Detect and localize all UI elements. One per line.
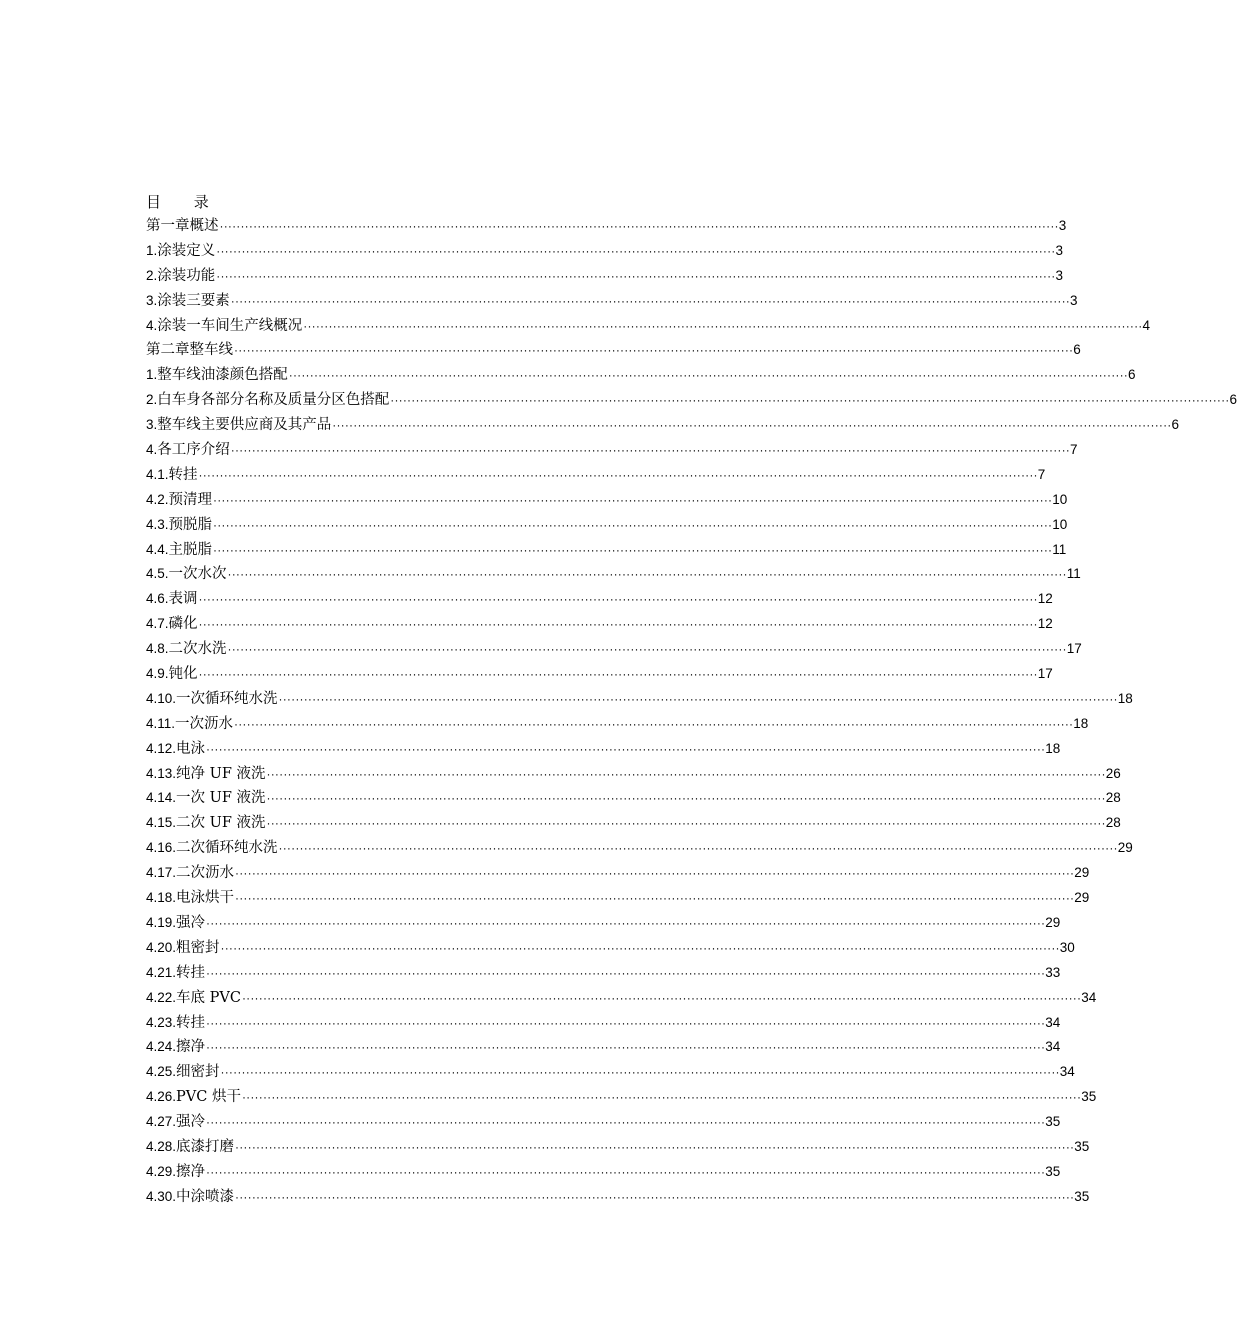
toc-entry-page: 34 [1045,1039,1061,1055]
toc-entry-number: 4.28. [146,1138,177,1154]
toc-entry-title: 转挂 [168,466,198,483]
toc-leader-dots: ········································································································································································································ [288,368,1128,383]
toc-entry-page: 6 [1171,417,1179,433]
toc-entry-page: 35 [1081,1089,1097,1105]
toc-entry-title: 中涂喷漆 [176,1188,235,1205]
toc-entry-number: 4.27. [146,1114,177,1130]
toc-entry-page: 17 [1037,666,1053,682]
toc-entry-title: 涂装三要素 [157,292,230,309]
toc-entry-title: 各工序介绍 [157,442,230,459]
toc-leader-dots: ········································································································································································································ [213,492,1053,507]
toc-leader-dots: ········································································································································································································ [206,1040,1046,1055]
toc-entry-number: 1. [146,242,158,258]
toc-entry-title: 擦净 [176,1039,206,1056]
toc-entry-page: 29 [1045,914,1061,930]
toc-entry-page: 17 [1066,641,1082,657]
toc-entry-page: 29 [1074,890,1090,906]
toc-entry-title: 整车线主要供应商及其产品 [157,417,332,434]
toc-entry-page: 10 [1052,516,1068,532]
toc-entry-number: 4. [146,442,158,458]
toc-entry-number: 4.8. [146,641,169,657]
toc-entry-number: 第一章 [146,218,190,234]
toc-entry[interactable] [146,1085,1097,1110]
toc-entry-page: 6 [1229,392,1237,408]
toc-entry[interactable] [146,1185,1090,1210]
toc-entry-page: 30 [1059,939,1075,955]
toc-entry[interactable] [146,836,1133,861]
toc-entry-number: 4.25. [146,1064,177,1080]
toc-leader-dots: ········································································································································································································ [198,592,1038,607]
toc-entry-title: 二次循环纯水洗 [176,840,278,857]
toc-entry-title: 涂装一车间生产线概况 [157,317,303,334]
toc-entry-title: 表调 [168,591,198,608]
toc-leader-dots: ········································································································································································································ [227,567,1067,582]
toc-leader-dots: ········································································································································································································ [213,517,1053,532]
toc-entry-title: 转挂 [176,964,206,981]
toc-entry[interactable] [146,1011,1061,1036]
toc-entry[interactable] [146,637,1082,662]
toc-entry[interactable] [146,911,1061,936]
toc-entry-page: 34 [1059,1064,1075,1080]
toc-entry-title: 概述 [189,218,219,234]
toc-leader-dots: ········································································································································································································ [198,467,1038,482]
toc-entry-title: 涂装功能 [157,267,216,284]
toc-entry[interactable] [146,1035,1061,1060]
toc-entry[interactable] [146,612,1053,637]
toc-leader-dots: ········································································································································································································ [235,866,1075,881]
toc-entry[interactable] [146,886,1090,911]
toc-leader-dots: ········································································································································································································ [266,791,1106,806]
toc-entry[interactable] [146,413,1179,438]
toc-entry-number: 4.5. [146,566,169,582]
toc-entry-title: 车底 PVC [176,989,241,1006]
toc-entry-number: 4.15. [146,815,177,831]
toc-entry[interactable] [146,538,1067,563]
toc-entry-number: 4.14. [146,790,177,806]
toc-title: 目 录 [146,193,223,211]
toc-entry-page: 3 [1058,218,1067,233]
toc-leader-dots: ········································································································································································································ [198,617,1038,632]
toc-entry-page: 26 [1105,765,1121,781]
toc-leader-dots: ········································································································································································································ [206,915,1046,930]
toc-entry-page: 28 [1105,815,1121,831]
toc-entry-page: 3 [1069,292,1078,308]
toc-entry-page: 18 [1073,715,1089,731]
toc-entry-page: 10 [1052,491,1068,507]
toc-list [146,214,1237,1210]
toc-leader-dots: ········································································································································································································ [303,318,1143,333]
toc-entry[interactable] [146,762,1121,787]
toc-entry[interactable] [146,1060,1075,1085]
toc-entry-number: 4.6. [146,591,169,607]
toc-entry-number: 4. [146,317,158,333]
toc-entry-title: 一次循环纯水洗 [176,690,278,707]
toc-entry-number: 4.19. [146,914,177,930]
toc-entry-title: 涂装定义 [157,242,216,259]
toc-leader-dots: ········································································································································································································ [278,841,1118,856]
toc-entry[interactable] [146,737,1061,762]
toc-entry-number: 4.3. [146,516,169,532]
toc-entry[interactable] [146,338,1081,363]
toc-leader-dots: ········································································································································································································ [235,891,1075,906]
toc-entry-title: 磷化 [168,616,198,633]
toc-entry-page: 35 [1074,1188,1090,1204]
toc-entry-title: 强冷 [176,1114,206,1131]
toc-entry-number: 4.24. [146,1039,177,1055]
toc-entry-title: 预脱脂 [168,516,213,533]
toc-entry-title: 二次沥水 [176,865,235,882]
toc-entry[interactable] [146,986,1097,1011]
toc-entry[interactable] [146,712,1089,737]
toc-leader-dots: ········································································································································································································ [206,965,1046,980]
toc-entry-page: 12 [1037,616,1053,632]
toc-entry-number: 第二章 [146,342,190,359]
toc-entry-number: 4.22. [146,989,177,1005]
toc-leader-dots: ········································································································································································································ [230,443,1070,458]
toc-leader-dots: ········································································································································································································ [390,393,1230,408]
toc-leader-dots: ········································································································································································································ [219,219,1059,233]
toc-entry-title: 预清理 [168,491,213,508]
toc-leader-dots: ········································································································································································································ [216,243,1056,258]
toc-leader-dots: ········································································································································································································ [241,990,1082,1005]
toc-entry-number: 4.29. [146,1163,177,1179]
toc-entry-page: 18 [1117,690,1133,706]
toc-entry-page: 7 [1069,442,1078,458]
toc-leader-dots: ········································································································································································································ [220,940,1060,955]
toc-entry[interactable] [146,961,1061,986]
toc-entry[interactable] [146,488,1068,513]
toc-entry[interactable] [146,786,1121,811]
toc-entry-title: 整车线 [189,342,233,359]
toc-entry-number: 4.13. [146,765,177,781]
toc-entry-title: 纯净 UF 液洗 [176,765,266,782]
toc-entry-number: 4.18. [146,890,177,906]
toc-entry-number: 4.11. [146,715,176,731]
toc-entry[interactable] [146,289,1078,314]
toc-entry[interactable] [146,562,1081,587]
toc-entry-title: 强冷 [176,914,206,931]
toc-entry-page: 29 [1117,840,1133,856]
toc-entry-title: 底漆打磨 [176,1138,235,1155]
toc-entry[interactable] [146,314,1150,339]
toc-entry-number: 4.17. [146,865,177,881]
toc-leader-dots: ········································································································································································································ [230,293,1070,308]
toc-leader-dots: ········································································································································································································ [220,1065,1060,1080]
toc-leader-dots: ········································································································································································································ [235,1139,1075,1154]
toc-entry[interactable] [146,662,1053,687]
toc-entry-number: 4.1. [146,466,169,482]
toc-entry-number: 4.7. [146,616,169,632]
toc-leader-dots: ········································································································································································································ [235,1189,1075,1204]
toc-leader-dots: ········································································································································································································ [198,667,1038,682]
toc-entry-number: 1. [146,367,158,383]
toc-entry-number: 2. [146,392,158,408]
toc-entry-page: 33 [1045,964,1061,980]
toc-leader-dots: ········································································································································································································ [241,1090,1082,1105]
toc-entry[interactable] [146,214,1067,239]
toc-entry[interactable] [146,239,1063,264]
toc-entry-number: 4.26. [146,1089,177,1105]
toc-entry-title: 粗密封 [176,939,220,956]
toc-leader-dots: ········································································································································································································ [206,741,1046,756]
toc-leader-dots: ········································································································································································································ [234,716,1074,731]
toc-entry-page: 3 [1055,242,1063,258]
toc-entry[interactable] [146,587,1053,612]
toc-entry-number: 4.4. [146,541,169,557]
toc-entry-page: 18 [1045,740,1061,756]
toc-entry[interactable] [146,861,1090,886]
toc-entry-page: 35 [1074,1138,1090,1154]
toc-entry-title: 一次 UF 液洗 [176,790,266,807]
toc-entry-page: 7 [1037,466,1046,482]
toc-entry-page: 34 [1045,1014,1061,1030]
toc-entry-page: 12 [1037,591,1053,607]
toc-entry[interactable] [146,1160,1061,1185]
toc-entry-title: 一次沥水 [175,715,234,732]
toc-entry[interactable] [146,264,1063,289]
toc-leader-dots: ········································································································································································································ [332,418,1172,433]
toc-entry-page: 4 [1142,317,1150,333]
toc-entry-page: 28 [1105,790,1121,806]
toc-entry-title: 擦净 [176,1163,206,1180]
toc-entry-title: 钝化 [168,666,198,683]
toc-entry[interactable] [146,1110,1061,1135]
toc-entry-title: 转挂 [176,1014,206,1031]
toc-leader-dots: ········································································································································································································ [266,766,1106,781]
toc-entry-number: 4.20. [146,939,177,955]
toc-entry-title: PVC 烘干 [176,1089,241,1106]
toc-entry-title: 二次水洗 [168,641,227,658]
toc-entry[interactable] [146,1135,1090,1160]
toc-entry-title: 细密封 [176,1064,220,1081]
toc-entry[interactable] [146,363,1136,388]
toc-entry[interactable] [146,388,1237,413]
toc-entry-page: 34 [1081,989,1097,1005]
toc-entry-number: 4.2. [146,491,169,507]
toc-entry-number: 2. [146,267,158,283]
toc-leader-dots: ········································································································································································································ [206,1115,1046,1130]
toc-entry-page: 3 [1055,267,1063,283]
toc-entry-page: 6 [1127,367,1136,383]
toc-entry[interactable] [146,463,1046,488]
toc-entry-title: 电泳烘干 [176,890,235,907]
toc-leader-dots: ········································································································································································································ [206,1015,1046,1030]
toc-entry-number: 4.30. [146,1188,177,1204]
toc-entry-page: 6 [1073,342,1081,358]
toc-leader-dots: ········································································································································································································ [213,542,1053,557]
toc-entry-number: 3. [146,292,158,308]
toc-entry-number: 4.10. [146,690,177,706]
toc-entry[interactable] [146,811,1121,836]
toc-entry-number: 3. [146,417,158,433]
toc-entry-title: 主脱脂 [168,541,213,558]
toc-entry-number: 4.23. [146,1014,177,1030]
toc-leader-dots: ········································································································································································································ [206,1164,1046,1179]
toc-entry-number: 4.12. [146,740,177,756]
toc-entry[interactable] [146,936,1075,961]
toc-entry-page: 29 [1074,865,1090,881]
toc-entry-page: 35 [1045,1163,1061,1179]
toc-leader-dots: ········································································································································································································ [234,343,1074,358]
toc-leader-dots: ········································································································································································································ [266,816,1106,831]
toc-leader-dots: ········································································································································································································ [278,691,1118,706]
toc-entry-page: 11 [1052,541,1067,557]
toc-entry-title: 一次水次 [168,566,227,583]
toc-leader-dots: ········································································································································································································ [216,268,1056,283]
toc-entry-page: 35 [1045,1114,1061,1130]
toc-entry-title: 二次 UF 液洗 [176,815,266,832]
toc-entry-title: 白车身各部分名称及质量分区色搭配 [157,392,390,409]
toc-entry-page: 11 [1066,566,1081,582]
toc-entry-title: 整车线油漆颜色搭配 [157,367,288,384]
toc-leader-dots: ········································································································································································································ [227,642,1067,657]
toc-entry-number: 4.21. [146,964,177,980]
toc-entry[interactable] [146,687,1133,712]
toc-entry-number: 4.16. [146,840,177,856]
toc-entry[interactable] [146,438,1078,463]
toc-entry-title: 电泳 [176,740,206,757]
toc-entry[interactable] [146,513,1068,538]
toc-entry-number: 4.9. [146,666,169,682]
